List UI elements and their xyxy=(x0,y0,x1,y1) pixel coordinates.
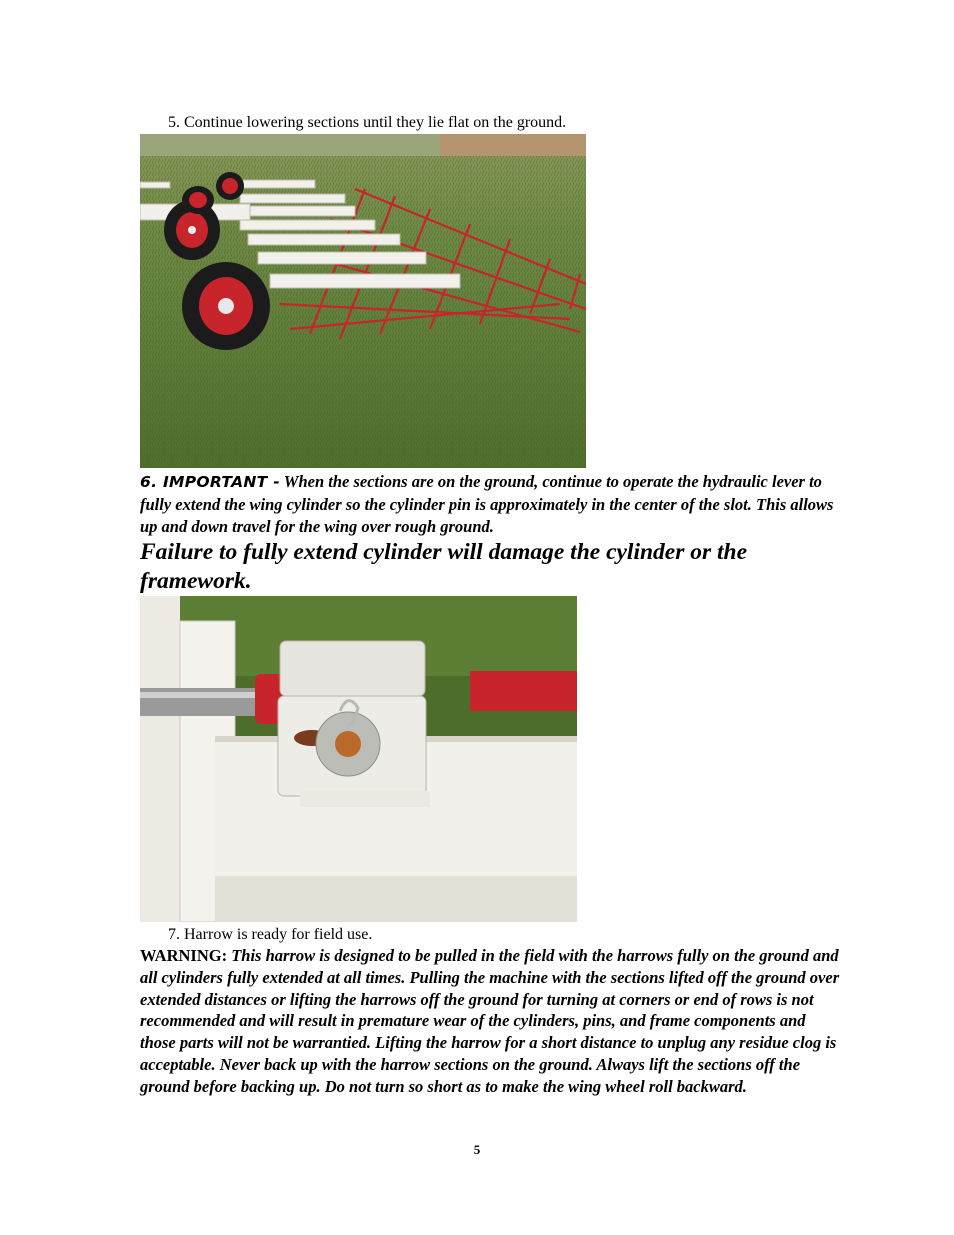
important-label: 6. IMPORTANT - xyxy=(140,473,280,491)
warning-paragraph xyxy=(140,945,840,1098)
important-body: When the sections are on the ground, continue to operate the hydraulic lever to fully extend the wing cylinder so the cylinder pin is approximately in the center of the slot. This allows up and down travel for the wing over rough ground. xyxy=(140,472,834,536)
photo-cylinder-pin-closeup xyxy=(140,596,577,922)
page-number: 5 xyxy=(473,1142,481,1157)
photo-harrow-on-ground xyxy=(140,134,586,468)
step-5-text: 5. Continue lowering sections until they lie flat on the ground. xyxy=(168,114,567,131)
important-note xyxy=(140,471,840,539)
step-7-text: 7. Harrow is ready for field use. xyxy=(168,926,373,943)
failure-warning-text: Failure to fully extend cylinder will damage the cylinder or the framework. xyxy=(140,539,748,594)
warning-label: WARNING: xyxy=(140,946,228,965)
warning-body: This harrow is designed to be pulled in the field with the harrows fully on the ground and all cylinders fully extended at all times. Pulling the machine with the sections lifted off the ground over extended distances or lifting the harrows off the ground for turning at corners or end of rows is not recommended and will result in premature wear of the cylinders, pins, and frame components and those parts will not be warrantied. Lifting the harrow for a short distance to unplug any residue clog is acceptable. Never back up with the harrow sections on the ground. Always lift the sections off the ground before backing up. Do not turn so short as to make the wing wheel roll backward. xyxy=(140,946,840,1096)
